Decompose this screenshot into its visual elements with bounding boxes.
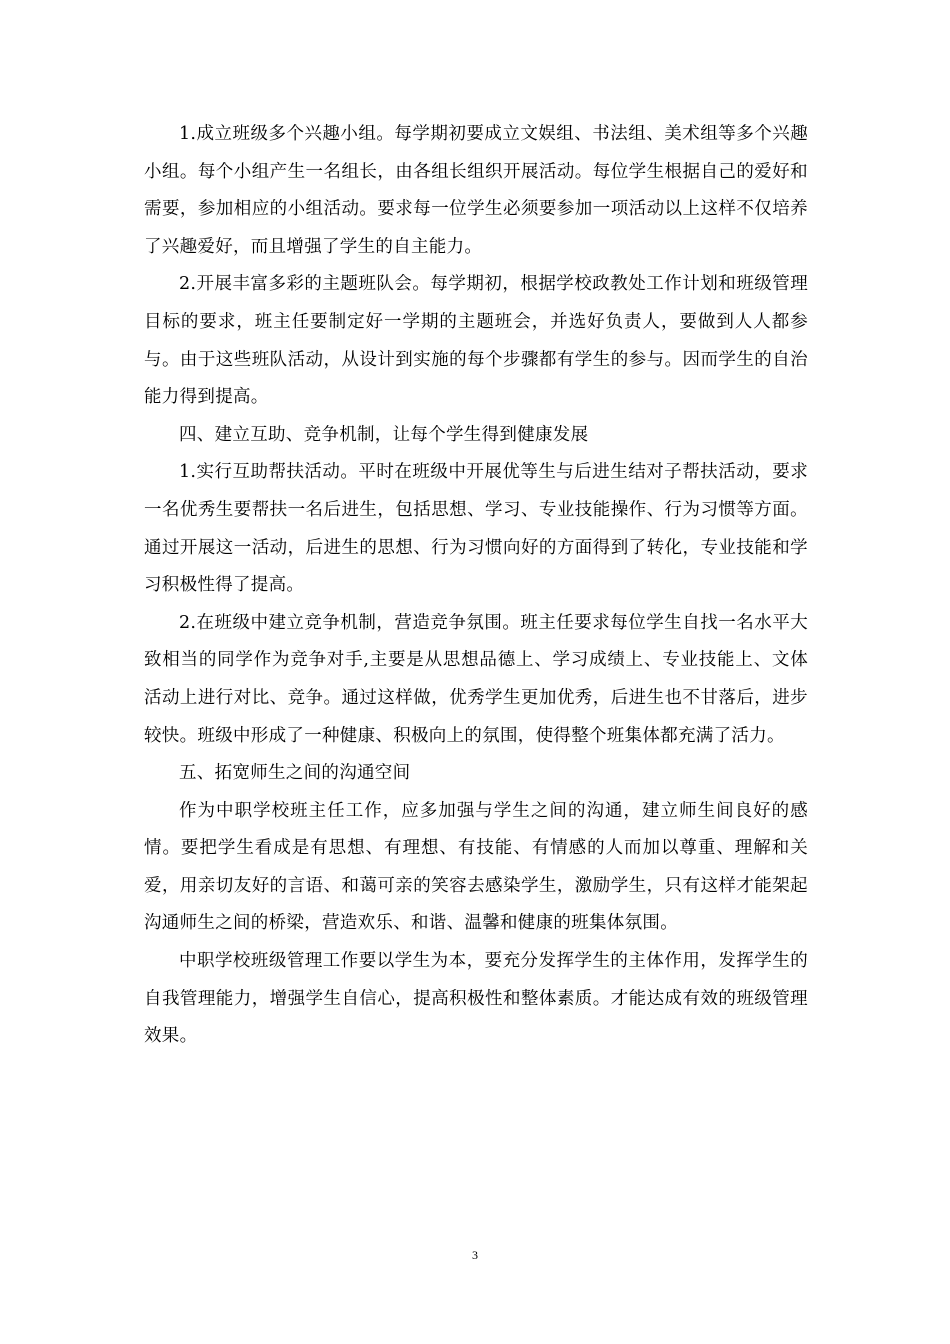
document-body — [144, 116, 808, 1056]
page-number: 3 — [472, 1248, 478, 1262]
paragraph-mutual-help: 1.实行互助帮扶活动。平时在班级中开展优等生与后进生结对子帮扶活动，要求一名优秀生要帮扶一名后进生，包括思想、学习、专业技能操作、行为习惯等方面。通过开展这一活动，后进生的思想、行为习惯向好的方面得到了转化，专业技能和学习积极性得了提高。 — [144, 462, 808, 596]
paragraph-theme-class-meetings: 2.开展丰富多彩的主题班队会。每学期初，根据学校政教处工作计划和班级管理目标的要求，班主任要制定好一学期的主题班会，并选好负责人，要做到人人都参与。由于这些班队活动，从设计到实施的每个步骤都有学生的参与。因而学生的自治能力得到提高。 — [144, 274, 808, 408]
paragraph-competition: 2.在班级中建立竞争机制，营造竞争氛围。班主任要求每位学生自找一名水平大致相当的同学作为竞争对手,主要是从思想品德上、学习成绩上、专业技能上、文体活动上进行对比、竞争。通过这样做，优秀学生更加优秀，后进生也不甘落后，进步较快。班级中形成了一种健康、积极向上的氛围，使得整个班集体都充满了活力。 — [144, 612, 808, 746]
paragraph-interest-groups: 1.成立班级多个兴趣小组。每学期初要成立文娱组、书法组、美术组等多个兴趣小组。每个小组产生一名组长，由各组长组织开展活动。每位学生根据自己的爱好和需要，参加相应的小组活动。要求每一位学生必须要参加一项活动以上这样不仅培养了兴趣爱好，而且增强了学生的自主能力。 — [144, 124, 808, 257]
section-heading-mutual-aid: 四、建立互助、竞争机制，让每个学生得到健康发展 — [179, 424, 589, 445]
paragraph-conclusion: 中职学校班级管理工作要以学生为本，要充分发挥学生的主体作用，发挥学生的自我管理能力，增强学生自信心，提高积极性和整体素质。才能达成有效的班级管理效果。 — [144, 951, 808, 1047]
section-heading-communication: 五、拓宽师生之间的沟通空间 — [179, 763, 411, 784]
paragraph-communication: 作为中职学校班主任工作，应多加强与学生之间的沟通，建立师生间良好的感情。要把学生看成是有思想、有理想、有技能、有情感的人而加以尊重、理解和关爱，用亲切友好的言语、和蔼可亲的笑容去感染学生，激励学生，只有这样才能架起沟通师生之间的桥梁，营造欢乐、和谐、温馨和健康的班集体氛围。 — [144, 800, 808, 934]
